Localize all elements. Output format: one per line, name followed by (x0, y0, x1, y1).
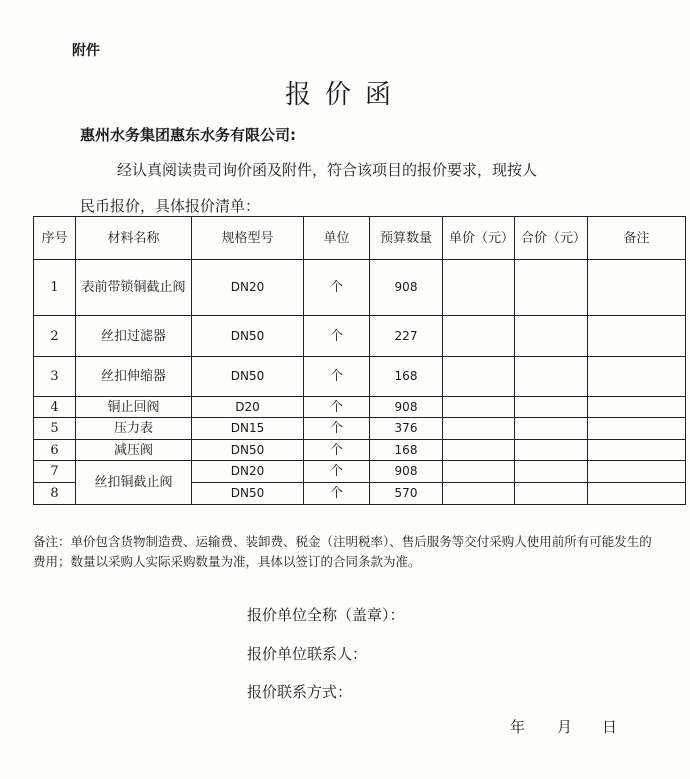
cell-unit: 个 (304, 440, 370, 461)
cell-qty: 908 (370, 397, 443, 418)
cell-unit: 个 (304, 461, 370, 483)
header-no: 序号 (34, 217, 76, 260)
cell-unit: 个 (304, 483, 370, 505)
date-year: 年 (510, 718, 526, 736)
cell-total-price (515, 461, 588, 483)
cell-remark (588, 316, 686, 357)
cell-total-price (515, 357, 588, 397)
cell-name: 表前带锁铜截止阀 (76, 260, 192, 316)
cell-name: 压力表 (76, 418, 192, 440)
table-row (34, 440, 686, 461)
cell-no: 2 (34, 316, 76, 357)
cell-no: 6 (34, 440, 76, 461)
table-row (34, 316, 686, 357)
header-name: 材料名称 (76, 217, 192, 260)
cell-no: 7 (34, 461, 76, 483)
cell-qty: 227 (370, 316, 443, 357)
cell-no: 3 (34, 357, 76, 397)
header-unit: 单位 (304, 217, 370, 260)
cell-unit-price (443, 483, 515, 505)
cell-remark (588, 260, 686, 316)
cell-unit-price (443, 440, 515, 461)
cell-qty: 908 (370, 260, 443, 316)
cell-qty: 376 (370, 418, 443, 440)
cell-qty: 168 (370, 357, 443, 397)
cell-unit-price (443, 461, 515, 483)
cell-unit: 个 (304, 316, 370, 357)
recipient: 惠州水务集团惠东水务有限公司: (80, 126, 297, 144)
signature-company: 报价单位全称（盖章）： (247, 606, 405, 624)
cell-spec: DN50 (192, 357, 304, 397)
cell-name: 丝扣过滤器 (76, 316, 192, 357)
cell-total-price (515, 397, 588, 418)
cell-qty: 908 (370, 461, 443, 483)
cell-unit: 个 (304, 260, 370, 316)
cell-spec: DN50 (192, 483, 304, 505)
cell-remark (588, 440, 686, 461)
table-row (34, 397, 686, 418)
cell-no: 5 (34, 418, 76, 440)
cell-total-price (515, 418, 588, 440)
signature-contact: 报价单位联系人： (247, 645, 368, 663)
cell-unit-price (443, 397, 515, 418)
cell-total-price (515, 260, 588, 316)
date-month: 月 (557, 718, 573, 736)
date-day: 日 (602, 718, 618, 736)
remark-note: 备注：单价包含货物制造费、运输费、装卸费、税金（注明税率）、售后服务等交付采购人使用前所有可能发生的费用；数量以采购人实际采购数量为准，具体以签订的合同条款为准。 (33, 534, 652, 569)
cell-remark (588, 483, 686, 505)
cell-unit: 个 (304, 418, 370, 440)
header-unit-price: 单价（元） (443, 217, 515, 260)
cell-total-price (515, 440, 588, 461)
cell-unit: 个 (304, 397, 370, 418)
cell-remark (588, 397, 686, 418)
table-row (34, 418, 686, 440)
intro-line-2: 民币报价，具体报价清单： (80, 197, 261, 215)
table-row (34, 357, 686, 397)
signature-phone: 报价联系方式： (247, 683, 353, 701)
cell-unit-price (443, 418, 515, 440)
header-total-price: 合价（元） (515, 217, 588, 260)
cell-unit-price (443, 316, 515, 357)
cell-name: 铜止回阀 (76, 397, 192, 418)
cell-remark (588, 461, 686, 483)
intro-line-1: 经认真阅读贵司询价函及附件，符合该项目的报价要求，现按人 (117, 161, 538, 179)
cell-name-merged: 丝扣铜截止阀 (76, 461, 192, 505)
quote-table (33, 216, 686, 505)
cell-unit-price (443, 357, 515, 397)
cell-qty: 570 (370, 483, 443, 505)
header-remark: 备注 (588, 217, 686, 260)
header-qty: 预算数量 (370, 217, 443, 260)
cell-spec: DN15 (192, 418, 304, 440)
cell-remark (588, 357, 686, 397)
cell-no: 1 (34, 260, 76, 316)
cell-no: 8 (34, 483, 76, 505)
cell-total-price (515, 483, 588, 505)
document-title: 报价函 (284, 80, 405, 110)
cell-name: 丝扣伸缩器 (76, 357, 192, 397)
cell-unit: 个 (304, 357, 370, 397)
cell-spec: DN50 (192, 440, 304, 461)
cell-spec: D20 (192, 397, 304, 418)
cell-total-price (515, 316, 588, 357)
cell-unit-price (443, 260, 515, 316)
cell-no: 4 (34, 397, 76, 418)
cell-qty: 168 (370, 440, 443, 461)
table-row (34, 260, 686, 316)
cell-spec: DN20 (192, 461, 304, 483)
cell-spec: DN20 (192, 260, 304, 316)
header-spec: 规格型号 (192, 217, 304, 260)
cell-name: 减压阀 (76, 440, 192, 461)
cell-remark (588, 418, 686, 440)
cell-spec: DN50 (192, 316, 304, 357)
table-header-row (34, 217, 686, 260)
attachment-label: 附件 (72, 43, 100, 59)
table-row (34, 461, 686, 483)
